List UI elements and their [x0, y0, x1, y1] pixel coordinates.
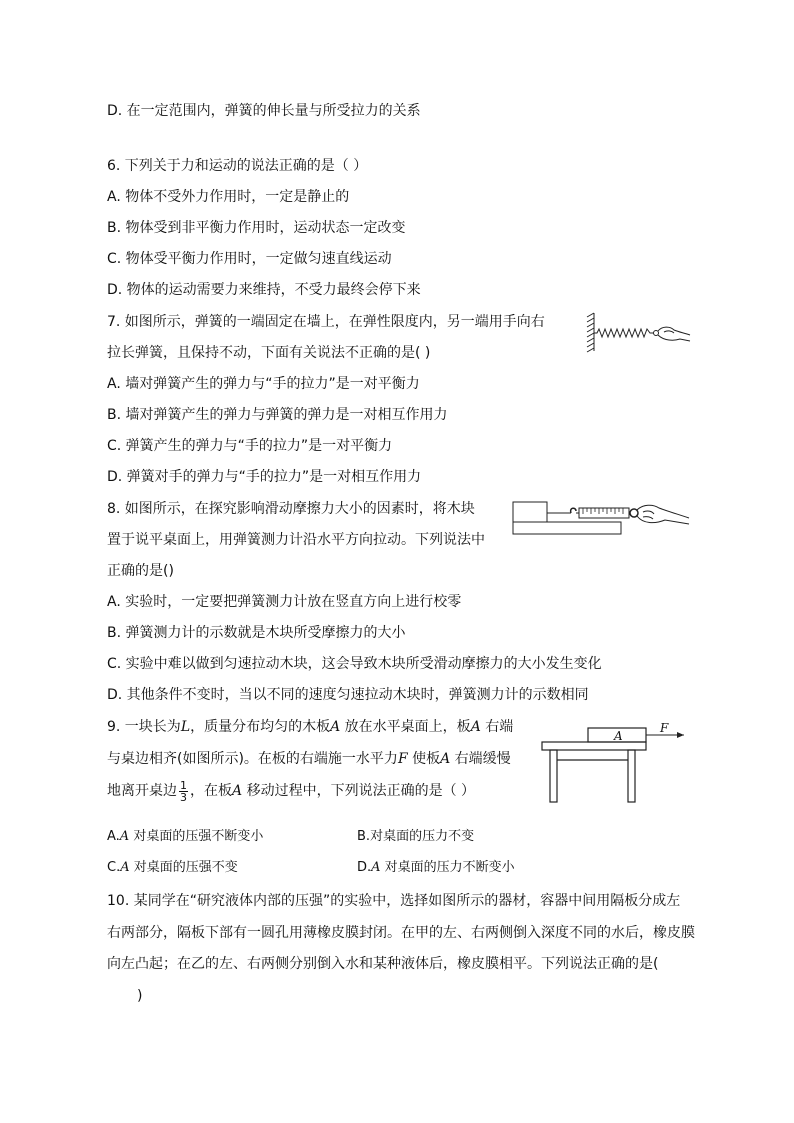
q6-option-d: D. 物体的运动需要力来维持，不受力最终会停下来 [107, 282, 421, 298]
q9-stem-line1: 9. 一块长为L，质量分布均匀的木板A 放在水平桌面上，板A 右端 [107, 719, 514, 735]
q8-option-b: B. 弹簧测力计的示数就是木块所受摩擦力的大小 [107, 625, 406, 641]
q8-stem-line1: 8. 如图所示，在探究影响滑动摩擦力大小的因素时，将木块 [107, 501, 475, 517]
q9-board-figure [540, 722, 694, 806]
spring-icon [594, 329, 654, 337]
q7-option-b: B. 墙对弹簧产生的弹力与弹簧的弹力是一对相互作用力 [107, 407, 448, 423]
force-label: F [660, 721, 669, 735]
q6-option-b: B. 物体受到非平衡力作用时，运动状态一定改变 [107, 220, 406, 236]
q8-option-d: D. 其他条件不变时，当以不同的速度匀速拉动木块时，弹簧测力计的示数相同 [107, 687, 589, 703]
one-third-fraction: $\frac{1}{3}$ [180, 778, 187, 804]
q7-option-c: C. 弹簧产生的弹力与“手的拉力”是一对平衡力 [107, 438, 393, 454]
q10-line2: 右两部分，隔板下部有一圆孔用薄橡皮膜封闭。在甲的左、右两侧倒入深度不同的水后，橡皮膜 [107, 925, 695, 941]
wall-icon [587, 313, 594, 352]
wood-block-icon [513, 502, 547, 522]
q9-stem-line3: 地离开桌边 $\frac{1}{3}$ ，在板A 移动过程中，下列说法正确的是（ ） [107, 778, 476, 804]
hand-icon [637, 505, 689, 524]
spring-scale-icon [576, 508, 638, 518]
q8-option-a: A. 实验时，一定要把弹簧测力计放在竖直方向上进行校零 [107, 594, 462, 610]
q9-option-a: A.A 对桌面的压强不断变小 [107, 829, 264, 844]
arrow-head-icon [677, 732, 684, 738]
q6-option-a: A. 物体不受外力作用时，一定是静止的 [107, 189, 350, 205]
scale-hook-icon [571, 508, 576, 513]
q9-option-d: D.A 对桌面的压力不断变小 [357, 860, 515, 875]
hand-icon [654, 327, 691, 341]
q9-option-b: B.对桌面的压力不变 [357, 829, 475, 844]
q7-stem-line1: 7. 如图所示，弹簧的一端固定在墙上，在弹性限度内，另一端用手向右 [107, 314, 545, 330]
q10-line4: ) [137, 988, 143, 1004]
q9-stem-line2: 与桌边相齐(如图所示)。在板的右端施一水平力F 使板A 右端缓慢 [107, 751, 511, 767]
q5-option-d: D. 在一定范围内，弹簧的伸长量与所受拉力的关系 [107, 103, 421, 119]
q8-stem-line2: 置于说平桌面上，用弹簧测力计沿水平方向拉动。下列说法中 [107, 532, 485, 548]
q6-option-c: C. 物体受平衡力作用时，一定做匀速直线运动 [107, 251, 392, 267]
q10-line1: 10. 某同学在“研究液体内部的压强”的实验中，选择如图所示的器材，容器中间用隔板分成左 [107, 893, 681, 909]
q10-line3: 向左凸起；在乙的左、右两侧分别倒入水和某种液体后，橡皮膜相平。下列说法正确的是( [107, 956, 659, 972]
table-surface [513, 522, 621, 534]
q7-option-a: A. 墙对弹簧产生的弹力与“手的拉力”是一对平衡力 [107, 376, 420, 392]
q7-stem-line2: 拉长弹簧，且保持不动，下面有关说法不正确的是( ) [107, 345, 431, 361]
q7-option-d: D. 弹簧对手的弹力与“手的拉力”是一对相互作用力 [107, 469, 422, 485]
q6-stem: 6. 下列关于力和运动的说法正确的是（ ） [107, 158, 368, 174]
q8-option-c: C. 实验中难以做到匀速拉动木块，这会导致木块所受滑动摩擦力的大小发生变化 [107, 656, 602, 672]
board-label: A [614, 729, 623, 743]
q8-stem-line3: 正确的是() [107, 563, 174, 579]
q8-friction-figure [509, 498, 693, 540]
q9-option-c: C.A 对桌面的压强不变 [107, 860, 238, 875]
table-icon [542, 742, 646, 802]
q7-spring-figure [584, 311, 692, 353]
